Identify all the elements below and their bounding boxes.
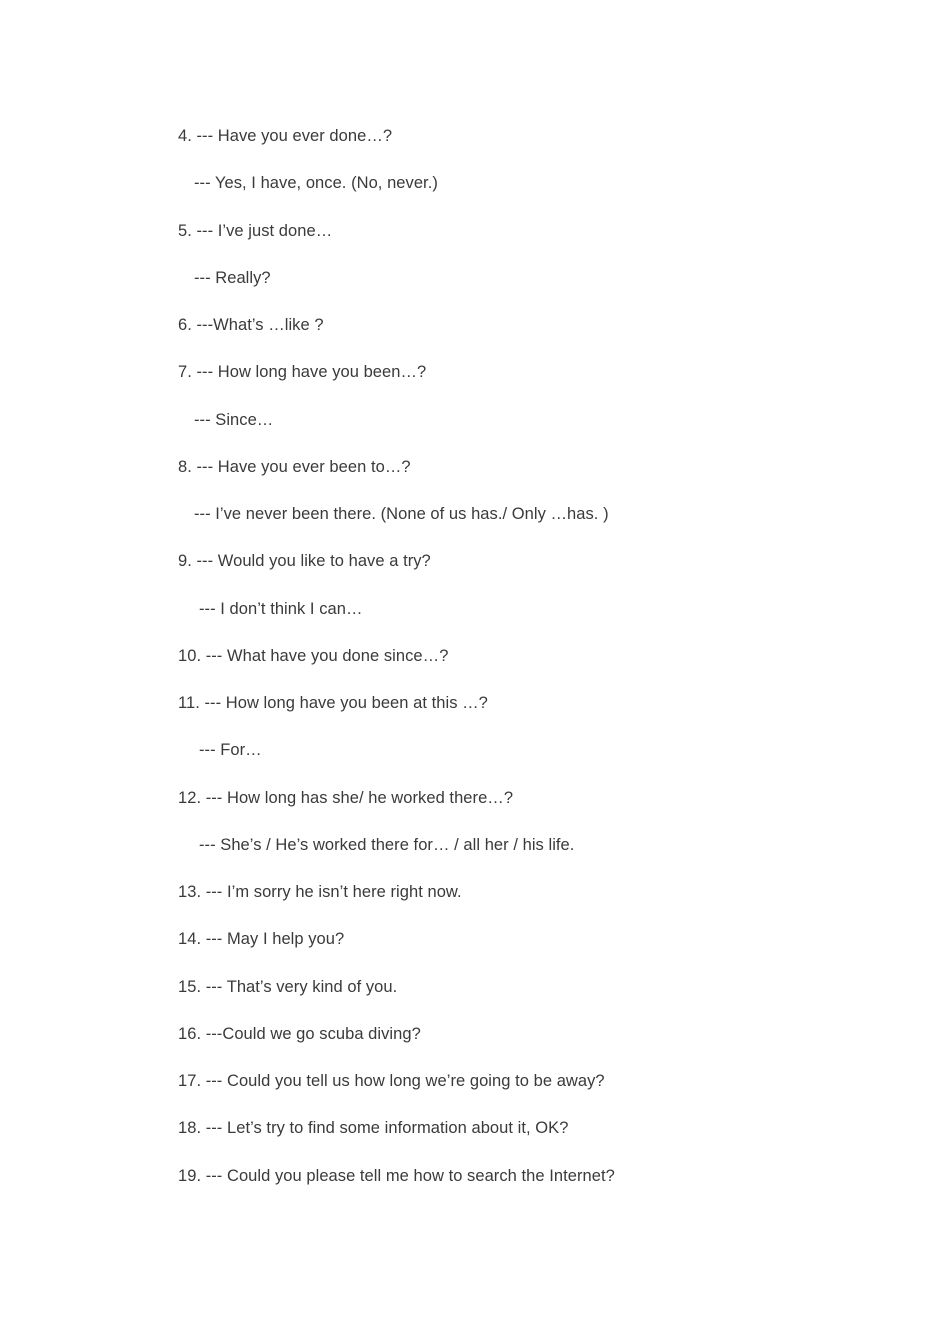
list-item: --- I’ve never been there. (None of us has./ Only …has. )	[194, 505, 609, 523]
list-item: 13. --- I’m sorry he isn’t here right now.	[178, 883, 462, 901]
list-item: 17. --- Could you tell us how long we’re going to be away?	[178, 1072, 605, 1090]
list-item: 11. --- How long have you been at this …?	[178, 694, 488, 712]
list-item: --- Really?	[194, 268, 271, 287]
list-item: 9. --- Would you like to have a try?	[178, 552, 431, 571]
list-item: 8. --- Have you ever been to…?	[178, 457, 411, 476]
dialogue-list	[0, 125, 950, 1212]
list-item: --- She’s / He’s worked there for… / all her / his life.	[199, 835, 575, 854]
list-item: 19. --- Could you please tell me how to search the Internet?	[178, 1166, 615, 1185]
list-item: --- For…	[199, 741, 262, 760]
list-item: --- I don’t think I can…	[199, 599, 363, 618]
list-item: 15. --- That’s very kind of you.	[178, 977, 398, 996]
list-item: 16. ---Could we go scuba diving?	[178, 1024, 421, 1043]
list-item: 12. --- How long has she/ he worked there…?	[178, 788, 514, 807]
list-item: 14. --- May I help you?	[178, 930, 345, 949]
list-item: 7. --- How long have you been…?	[178, 363, 427, 382]
list-item: 5. --- I’ve just done…	[178, 221, 333, 240]
list-item: 10. --- What have you done since…?	[178, 646, 449, 665]
list-item: --- Yes, I have, once. (No, never.)	[194, 174, 438, 193]
list-item: 4. --- Have you ever done…?	[178, 127, 393, 145]
list-item: 18. --- Let’s try to find some information about it, OK?	[178, 1119, 569, 1138]
list-item: 6. ---What’s …like ?	[178, 316, 324, 334]
list-item: --- Since…	[194, 410, 274, 429]
